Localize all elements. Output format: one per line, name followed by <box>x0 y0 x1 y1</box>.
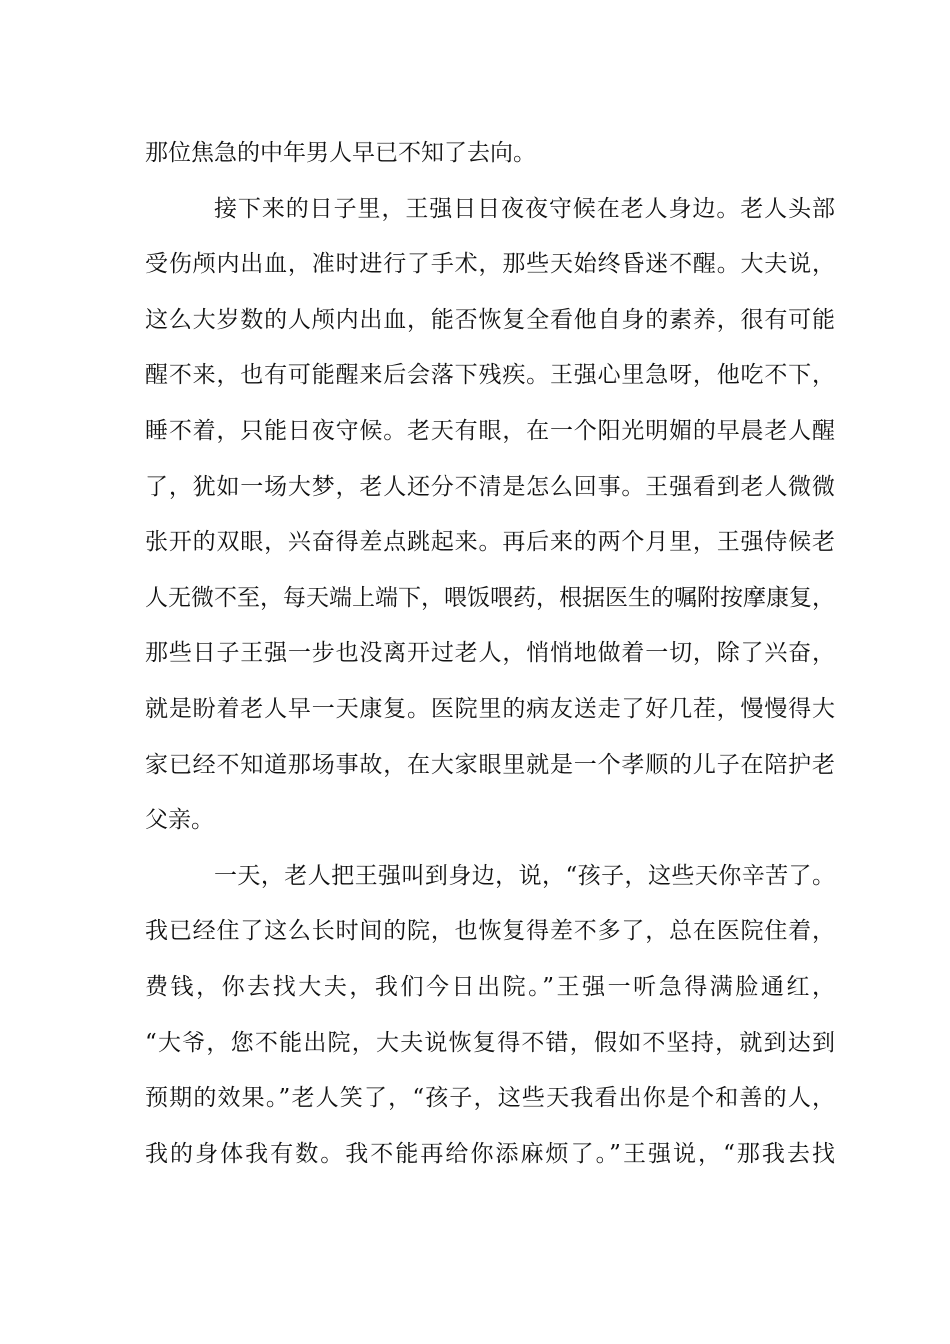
text-line: 预期的效果。”老人笑了，“孩子，这些天我看出你是个和善的人， <box>145 1085 835 1112</box>
text-line: 了，犹如一场大梦，老人还分不清是怎么回事。王强看到老人微微 <box>145 473 835 500</box>
text-line: 睡不着，只能日夜守候。老天有眼，在一个阳光明媚的早晨老人醒 <box>145 417 835 444</box>
text-line: 我已经住了这么长时间的院，也恢复得差不多了，总在医院住着， <box>145 918 835 945</box>
text-line: 受伤颅内出血，准时进行了手术，那些天始终昏迷不醒。大夫说， <box>145 251 835 278</box>
paragraph-start-line: 接下来的日子里，王强日日夜夜守候在老人身边。老人头部 <box>214 195 835 222</box>
text-line: 醒不来，也有可能醒来后会落下残疾。王强心里急呀，他吃不下， <box>145 362 835 389</box>
text-line: 那位焦急的中年男人早已不知了去向。 <box>145 140 536 166</box>
text-line: 这么大岁数的人颅内出血，能否恢复全看他自身的素养，很有可能 <box>145 306 835 333</box>
text-line: 就是盼着老人早一天康复。医院里的病友送走了好几茬，慢慢得大 <box>145 695 835 722</box>
text-line: 张开的双眼，兴奋得差点跳起来。再后来的两个月里，王强侍候老 <box>145 529 835 556</box>
text-line: 家已经不知道那场事故，在大家眼里就是一个孝顺的儿子在陪护老 <box>145 751 835 778</box>
body-text <box>145 133 835 1189</box>
text-line: “大爷，您不能出院，大夫说恢复得不错，假如不坚持，就到达到 <box>145 1029 835 1056</box>
text-line: 那些日子王强一步也没离开过老人，悄悄地做着一切，除了兴奋， <box>145 640 835 667</box>
text-line: 我的身体我有数。我不能再给你添麻烦了。”王强说，“那我去找 <box>145 1140 835 1167</box>
text-line: 父亲。 <box>145 807 214 834</box>
paragraph-start-line: 一天，老人把王强叫到身边，说，“孩子，这些天你辛苦了。 <box>214 862 835 889</box>
text-line: 人无微不至，每天端上端下，喂饭喂药，根据医生的嘱附按摩康复， <box>145 584 835 611</box>
text-line: 费钱，你去找大夫，我们今日出院。”王强一听急得满脸通红， <box>145 973 835 1000</box>
